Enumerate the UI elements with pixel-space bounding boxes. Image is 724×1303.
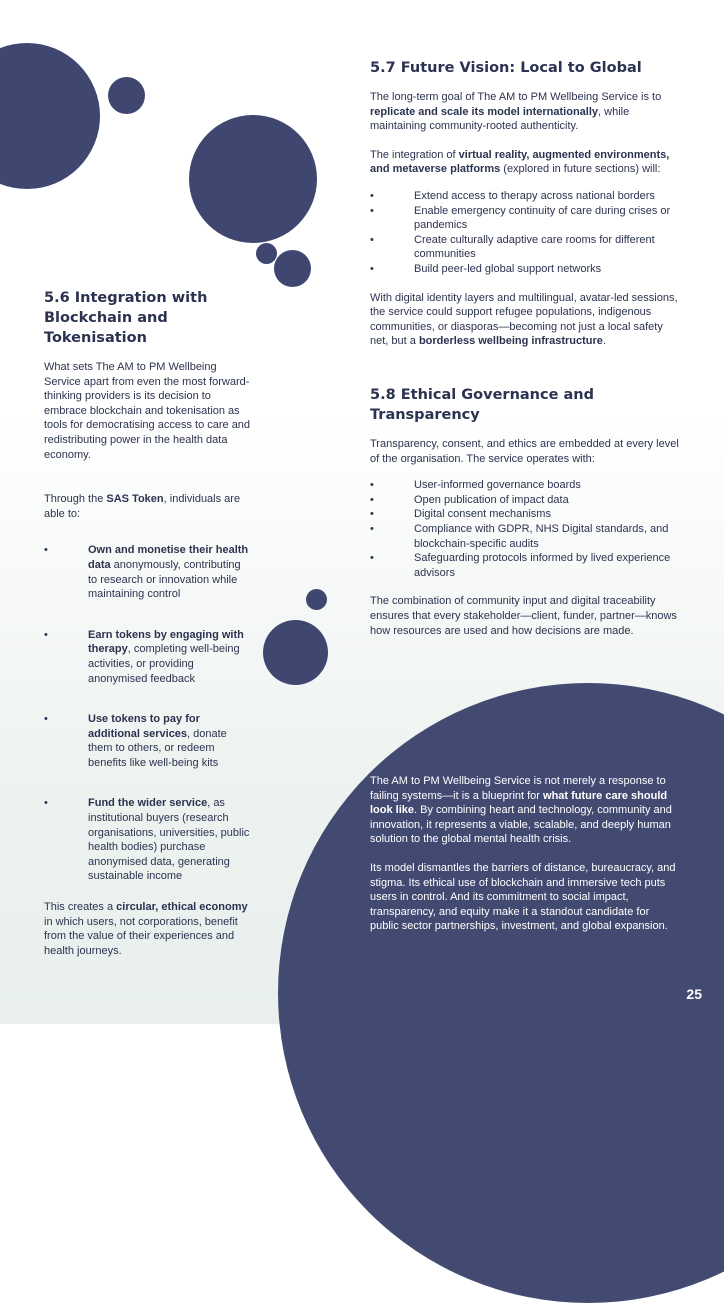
list-item: • Compliance with GDPR, NHS Digital standards, and blockchain-specific audits (414, 522, 682, 551)
decorative-circle-dot-2 (306, 589, 327, 610)
closing-section (370, 774, 678, 934)
section-5-7-title: 5.7 Future Vision: Local to Global (370, 60, 642, 76)
section-5-8-paragraph-2: The combination of community input and digital traceability ensures that every stakeholder—client, funder, partner—knows how resources are used and how decisions are made. (370, 595, 677, 637)
section-5-7-paragraph-1: The long-term goal of The AM to PM Wellbeing Service is to replicate and scale its model internationally, while maintaining community-rooted authenticity. (370, 91, 662, 133)
list-item: • Digital consent mechanisms (414, 507, 682, 522)
section-5-6-title: 5.6 Integration with Blockchain and Tokenisation (44, 290, 208, 346)
section-5-7-paragraph-2: The integration of virtual reality, augmented environments, and metaverse platforms (explored in future sections) will: (370, 148, 670, 176)
section-5-6-paragraph-3: This creates a circular, ethical economy in which users, not corporations, benefit from the value of their experiences and health journeys. (44, 901, 248, 957)
section-5-8 (370, 385, 682, 638)
section-5-8-paragraph-1: Transparency, consent, and ethics are embedded at every level of the organisation. The service operates with: (370, 438, 679, 465)
section-5-6 (44, 288, 252, 958)
list-item: • Safeguarding protocols informed by lived experience advisors (414, 551, 682, 580)
closing-paragraph-1: The AM to PM Wellbeing Service is not merely a response to failing systems—it is a blueprint for what future care should look like. By combining heart and technology, community and innovation, it represents a viable, scalable, and deeply human solution to the global mental health crisis. (370, 775, 672, 846)
decorative-circle-large (0, 43, 100, 189)
list-item: • Create culturally adaptive care rooms for different communities (414, 233, 682, 262)
section-5-7-paragraph-3: With digital identity layers and multilingual, avatar-led sessions, the service could support refugee populations, indigenous communities, or diasporas—becoming not just a local safety net, but a borderless wellbeing infrastructure. (370, 291, 678, 348)
section-5-6-paragraph-2: Through the SAS Token, individuals are able to: (44, 493, 241, 520)
section-5-7-bullet-list (414, 189, 682, 277)
page-number: 25 (686, 986, 702, 1002)
list-item: • Build peer-led global support networks (414, 262, 682, 277)
list-item: • Extend access to therapy across national borders (414, 189, 682, 204)
decorative-circle-dot (256, 243, 277, 264)
list-item: • Own and monetise their health data anonymously, contributing to research or innovation while maintaining control (88, 543, 252, 601)
decorative-circle-small (108, 77, 145, 114)
list-item: • Enable emergency continuity of care during crises or pandemics (414, 204, 682, 233)
list-item: • Open publication of impact data (414, 493, 682, 508)
list-item: • Fund the wider service, as institutional buyers (research organisations, universities, public health bodies) purchase anonymised data, generating sustainable income (88, 796, 252, 884)
section-5-8-title: 5.8 Ethical Governance and Transparency (370, 387, 594, 423)
list-item: • Use tokens to pay for additional services, donate them to others, or redeem benefits like well-being kits (88, 712, 252, 770)
list-item: • Earn tokens by engaging with therapy, completing well-being activities, or providing anonymised feedback (88, 628, 252, 686)
decorative-circle-medium (189, 115, 317, 243)
section-5-6-paragraph-1: What sets The AM to PM Wellbeing Service apart from even the most forward-thinking providers is its decision to embrace blockchain and tokenisation as tools for democratising access to care and redistributing power in the health data economy. (44, 361, 251, 461)
decorative-circle-small-2 (274, 250, 311, 287)
list-item: • User-informed governance boards (414, 478, 682, 493)
section-5-6-bullet-list (88, 543, 252, 884)
section-5-8-bullet-list (414, 478, 682, 580)
section-5-7 (370, 58, 682, 349)
decorative-circle-medium-2 (263, 620, 328, 685)
closing-paragraph-2: Its model dismantles the barriers of distance, bureaucracy, and stigma. Its ethical use of blockchain and immersive tech puts users in control. And its commitment to social impact, transparency, and equity make it a standout candidate for public sector partnerships, investment, and global expansion. (370, 861, 676, 933)
